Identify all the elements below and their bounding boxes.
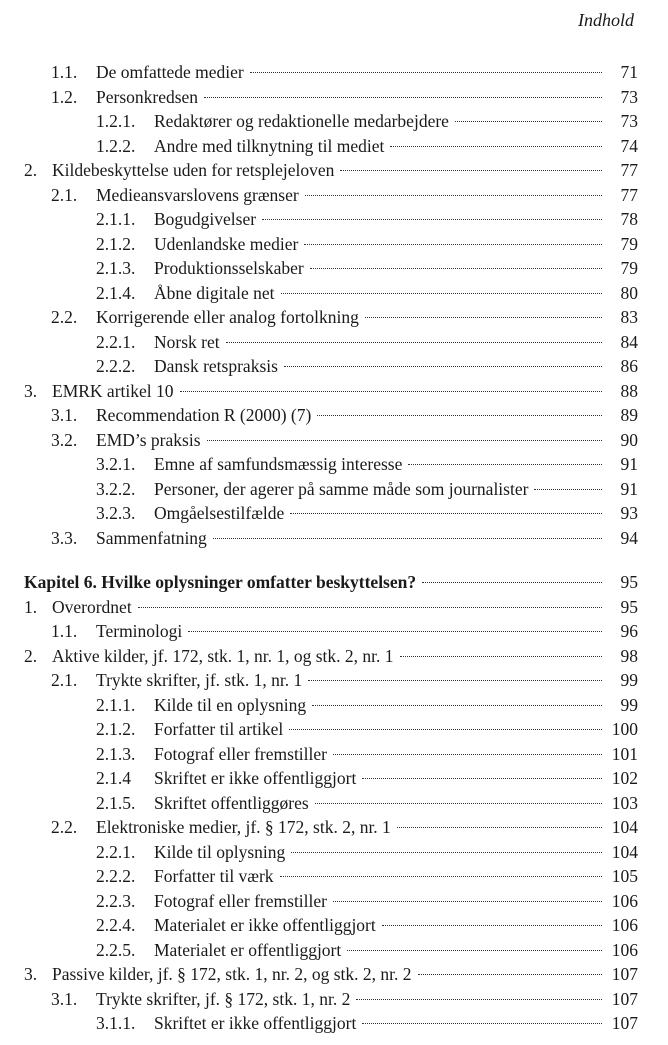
toc-entry-title: Recommendation R (2000) (7) — [96, 405, 312, 425]
toc-entry — [0, 330, 668, 355]
toc-page-number: 99 — [620, 694, 638, 715]
toc-entry-line — [154, 693, 606, 718]
toc-entry-line — [154, 232, 606, 257]
toc-entry — [0, 207, 668, 232]
toc-entry-line — [96, 815, 606, 840]
toc-entry-number: 2.2.5. — [96, 939, 136, 960]
toc-entry-line — [52, 158, 606, 183]
toc-page-number: 107 — [611, 964, 638, 984]
toc-entry — [0, 840, 668, 865]
dot-leader — [390, 146, 602, 147]
toc-entry-title: Kapitel 6. Hvilke oplysninger omfatter beskyttelsen? — [24, 572, 417, 592]
toc-entry-number: 2.2. — [51, 307, 78, 327]
toc-entry — [0, 183, 668, 208]
toc-entry-title: Dansk retspraksis — [154, 356, 278, 376]
toc-entry-line — [52, 379, 606, 404]
toc-entry-number: 2.2. — [51, 817, 78, 837]
toc-entry-title: Forfatter til artikel — [154, 719, 284, 739]
toc-page-number: 77 — [620, 184, 638, 205]
toc-entry — [0, 60, 668, 85]
toc-entry-title: Skriftet er ikke offentliggjort — [154, 1013, 357, 1033]
toc-entry-title: Kilde til en oplysning — [154, 694, 307, 715]
toc-entry-line — [154, 938, 606, 963]
toc-entry — [0, 281, 668, 306]
dot-leader — [317, 415, 602, 416]
dot-leader — [362, 778, 602, 779]
toc-entry-title: Overordnet — [52, 596, 132, 617]
dot-leader — [347, 950, 602, 951]
toc-entry-line — [96, 183, 606, 208]
toc-page-number: 90 — [620, 429, 638, 450]
toc-entry-title: Personkredsen — [96, 86, 199, 107]
dot-leader — [356, 999, 602, 1000]
toc-entry-line — [96, 305, 606, 330]
toc-entry-line — [154, 913, 606, 938]
toc-page-number: 99 — [620, 670, 638, 690]
toc-entry-line — [154, 452, 606, 477]
toc-entry-number: 2. — [24, 160, 38, 180]
dot-leader — [362, 1023, 602, 1024]
toc-entry-line — [96, 85, 606, 110]
toc-entry-title: De omfattede medier — [96, 62, 244, 82]
toc-entry-number: 2.1.1. — [96, 694, 136, 715]
dot-leader — [262, 219, 602, 220]
dot-leader — [291, 852, 602, 853]
toc-entry-title: Personer, der agerer på samme måde som journalister — [154, 478, 529, 499]
toc-page-number: 73 — [620, 111, 638, 131]
toc-entry — [0, 85, 668, 110]
toc-page-number: 107 — [611, 1013, 638, 1033]
toc-entry-title: Fotograf eller fremstiller — [154, 743, 327, 764]
toc-page-number: 73 — [620, 86, 638, 107]
toc-entry-title: Medieansvarslovens grænser — [96, 184, 299, 205]
toc-page-number: 100 — [611, 719, 638, 739]
dot-leader — [289, 729, 602, 730]
toc-entry — [0, 256, 668, 281]
toc-page-number: 89 — [620, 405, 638, 425]
toc-entry — [0, 864, 668, 889]
toc-entry — [0, 717, 668, 742]
toc-entry-line — [52, 644, 606, 669]
dot-leader — [304, 244, 602, 245]
toc-entry-title: Materialet er ikke offentliggjort — [154, 915, 376, 935]
toc-entry — [0, 1011, 668, 1036]
dot-leader — [180, 391, 602, 392]
dot-leader — [280, 876, 602, 877]
toc-entry-number: 3.2. — [51, 429, 78, 450]
toc-page-number: 77 — [620, 160, 638, 180]
toc-entry-title: Materialet er offentliggjort — [154, 939, 342, 960]
toc-page-number: 94 — [620, 527, 638, 548]
toc-entry-line — [154, 477, 606, 502]
toc-page-number: 96 — [620, 621, 638, 641]
dot-leader — [397, 827, 602, 828]
toc-entry-number: 3.2.3. — [96, 503, 136, 523]
toc-entry-number: 3.2.2. — [96, 478, 136, 499]
dot-leader — [308, 680, 602, 681]
toc-chapter-heading — [0, 570, 668, 595]
running-header: Indhold — [578, 10, 634, 30]
toc-entry-number: 3. — [24, 964, 38, 984]
dot-leader — [188, 631, 602, 632]
toc-page-number: 74 — [620, 135, 638, 156]
toc-entry-title: Elektroniske medier, jf. § 172, stk. 2, nr. 1 — [96, 817, 391, 837]
toc-page-number: 104 — [611, 841, 638, 862]
toc-entry-number: 2.2.2. — [96, 356, 136, 376]
toc-page-number: 95 — [620, 572, 638, 592]
toc-entry-number: 2.2.2. — [96, 866, 136, 886]
toc-entry-line — [154, 207, 606, 232]
toc-entry-title: Trykte skrifter, jf. § 172, stk. 1, nr. 2 — [96, 988, 351, 1009]
toc-entry-number: 3.1. — [51, 405, 78, 425]
toc-entry — [0, 232, 668, 257]
dot-leader — [534, 489, 602, 490]
toc-entry-number: 2.1.1. — [96, 209, 136, 229]
toc-entry-line — [24, 570, 606, 595]
toc-entry-title: Passive kilder, jf. § 172, stk. 1, nr. 2, og stk. 2, nr. 2 — [52, 964, 412, 984]
toc-entry — [0, 913, 668, 938]
toc-entry-title: Skriftet er ikke offentliggjort — [154, 768, 357, 788]
toc-entry-title: Udenlandske medier — [154, 233, 299, 254]
toc-entry — [0, 987, 668, 1012]
toc-entry-line — [154, 1011, 606, 1036]
toc-page-number: 79 — [620, 258, 638, 278]
toc-page-number: 83 — [620, 307, 638, 327]
toc-entry-number: 1.2.1. — [96, 111, 136, 131]
toc-entry-number: 2.1.3. — [96, 258, 136, 278]
toc-page-number: 104 — [611, 817, 638, 837]
toc-page-number: 88 — [620, 380, 638, 401]
toc-entry — [0, 889, 668, 914]
toc-entry-title: Redaktører og redaktionelle medarbejdere — [154, 111, 449, 131]
toc-page-number: 101 — [611, 743, 638, 764]
toc-entry — [0, 379, 668, 404]
dot-leader — [400, 656, 602, 657]
toc-page-number: 79 — [620, 233, 638, 254]
toc-entry-number: 2. — [24, 645, 38, 666]
toc-page-number: 91 — [620, 478, 638, 499]
toc-entry-number: 2.2.4. — [96, 915, 136, 935]
toc-entry-number: 1.1. — [51, 62, 78, 82]
toc-entry-title: Aktive kilder, jf. 172, stk. 1, nr. 1, og stk. 2, nr. 1 — [52, 645, 394, 666]
toc-entry-line — [154, 864, 606, 889]
dot-leader — [204, 97, 602, 98]
toc-entry-title: Kilde til oplysning — [154, 841, 286, 862]
toc-entry-title: Åbne digitale net — [154, 282, 275, 303]
toc-entry — [0, 742, 668, 767]
toc-entry-number: 3.1. — [51, 988, 78, 1009]
toc-entry-number: 2.1.2. — [96, 233, 136, 254]
toc-entry-title: Terminologi — [96, 621, 183, 641]
toc-entry — [0, 477, 668, 502]
toc-page-number: 91 — [620, 454, 638, 474]
toc-entry — [0, 158, 668, 183]
toc-entry — [0, 428, 668, 453]
toc-entry-number: 2.2.1. — [96, 331, 136, 352]
dot-leader — [365, 317, 602, 318]
toc-entry — [0, 403, 668, 428]
dot-leader — [281, 293, 602, 294]
dot-leader — [312, 705, 602, 706]
toc-entry — [0, 668, 668, 693]
toc-entry — [0, 644, 668, 669]
toc-entry-line — [96, 60, 606, 85]
toc-entry-title: EMRK artikel 10 — [52, 380, 174, 401]
toc-page-number: 95 — [620, 596, 638, 617]
dot-leader — [455, 121, 602, 122]
toc-entry-number: 1. — [24, 596, 38, 617]
toc-entry-title: Skriftet offentliggøres — [154, 792, 309, 813]
toc-entry — [0, 693, 668, 718]
toc-entry-line — [52, 962, 606, 987]
toc-entry-number: 2.2.1. — [96, 841, 136, 862]
toc-entry-line — [154, 717, 606, 742]
toc-entry-number: 3.2.1. — [96, 454, 136, 474]
toc-entry-line — [52, 595, 606, 620]
toc-entry-line — [96, 619, 606, 644]
toc-entry-title: Forfatter til værk — [154, 866, 274, 886]
toc-entry — [0, 619, 668, 644]
toc-entry-title: Kildebeskyttelse uden for retsplejeloven — [52, 160, 335, 180]
toc-entry — [0, 305, 668, 330]
toc-page-number: 105 — [611, 866, 638, 886]
toc-entry — [0, 595, 668, 620]
dot-leader — [418, 974, 602, 975]
toc-entry-line — [154, 840, 606, 865]
dot-leader — [290, 513, 602, 514]
dot-leader — [340, 170, 602, 171]
toc-entry-title: Trykte skrifter, jf. stk. 1, nr. 1 — [96, 670, 303, 690]
toc-entry-line — [154, 766, 606, 791]
dot-leader — [250, 72, 602, 73]
toc-entry-line — [96, 428, 606, 453]
toc-entry-number: 3.1.1. — [96, 1013, 136, 1033]
dot-leader — [333, 754, 602, 755]
dot-leader — [408, 464, 602, 465]
dot-leader — [207, 440, 602, 441]
toc-page-number: 107 — [611, 988, 638, 1009]
toc-entry-number: 2.1. — [51, 184, 78, 205]
toc-entry — [0, 526, 668, 551]
toc-entry-line — [154, 330, 606, 355]
toc-entry — [0, 766, 668, 791]
toc-entry-line — [154, 256, 606, 281]
toc-entry-number: 1.2.2. — [96, 135, 136, 156]
toc-entry — [0, 791, 668, 816]
toc-entry-line — [154, 889, 606, 914]
toc-entry-number: 2.2.3. — [96, 890, 136, 911]
toc-entry-number: 3. — [24, 380, 38, 401]
toc-page-number: 106 — [611, 939, 638, 960]
toc-entry-title: EMD’s praksis — [96, 429, 201, 450]
toc-entry-line — [154, 281, 606, 306]
toc-entry — [0, 134, 668, 159]
toc-entry-number: 3.3. — [51, 527, 78, 548]
dot-leader — [226, 342, 602, 343]
toc-entry-line — [96, 987, 606, 1012]
toc-page-number: 71 — [620, 62, 638, 82]
toc-entry-number: 2.1. — [51, 670, 78, 690]
dot-leader — [305, 195, 602, 196]
toc-page-number: 102 — [611, 768, 638, 788]
toc-entry-line — [154, 134, 606, 159]
toc-entry-title: Fotograf eller fremstiller — [154, 890, 327, 911]
toc-entry — [0, 452, 668, 477]
toc-entry-line — [154, 791, 606, 816]
toc-entry-title: Andre med tilknytning til mediet — [154, 135, 385, 156]
toc-entry-line — [154, 501, 606, 526]
toc-entry — [0, 962, 668, 987]
toc-entry-title: Bogudgivelser — [154, 209, 257, 229]
toc-entry-number: 2.1.2. — [96, 719, 136, 739]
toc-entry-title: Produktionsselskaber — [154, 258, 304, 278]
toc-page-number: 106 — [611, 915, 638, 935]
toc-entry — [0, 354, 668, 379]
toc-entry-title: Korrigerende eller analog fortolkning — [96, 307, 359, 327]
toc-entry-line — [96, 668, 606, 693]
toc-entry-line — [154, 354, 606, 379]
toc-entry — [0, 501, 668, 526]
toc-entry-number: 2.1.4 — [96, 768, 131, 788]
toc-entry-title: Omgåelsestilfælde — [154, 503, 285, 523]
toc-entry-number: 2.1.3. — [96, 743, 136, 764]
toc-entry-line — [96, 403, 606, 428]
dot-leader — [333, 901, 602, 902]
toc-entry — [0, 938, 668, 963]
dot-leader — [382, 925, 602, 926]
toc-page-number: 80 — [620, 282, 638, 303]
toc-entry-number: 2.1.4. — [96, 282, 136, 303]
toc-page-number: 98 — [620, 645, 638, 666]
toc-entry-line — [96, 526, 606, 551]
toc-page-number: 78 — [620, 209, 638, 229]
toc-page-number: 84 — [620, 331, 638, 352]
toc-entry-line — [154, 109, 606, 134]
dot-leader — [284, 366, 602, 367]
toc-page-number: 106 — [611, 890, 638, 911]
toc-entry-number: 1.2. — [51, 86, 78, 107]
dot-leader — [213, 538, 602, 539]
dot-leader — [422, 582, 602, 583]
toc-page-number: 103 — [611, 792, 638, 813]
toc-entry — [0, 815, 668, 840]
dot-leader — [310, 268, 602, 269]
toc-page-number: 93 — [620, 503, 638, 523]
toc-entry-number: 2.1.5. — [96, 792, 136, 813]
toc-entry-title: Norsk ret — [154, 331, 220, 352]
dot-leader — [138, 607, 602, 608]
toc-entry-number: 1.1. — [51, 621, 78, 641]
toc-page-number: 86 — [620, 356, 638, 376]
dot-leader — [315, 803, 602, 804]
toc-entry — [0, 109, 668, 134]
toc-entry-line — [154, 742, 606, 767]
toc-entry-title: Emne af samfundsmæssig interesse — [154, 454, 403, 474]
toc-entry-title: Sammenfatning — [96, 527, 207, 548]
